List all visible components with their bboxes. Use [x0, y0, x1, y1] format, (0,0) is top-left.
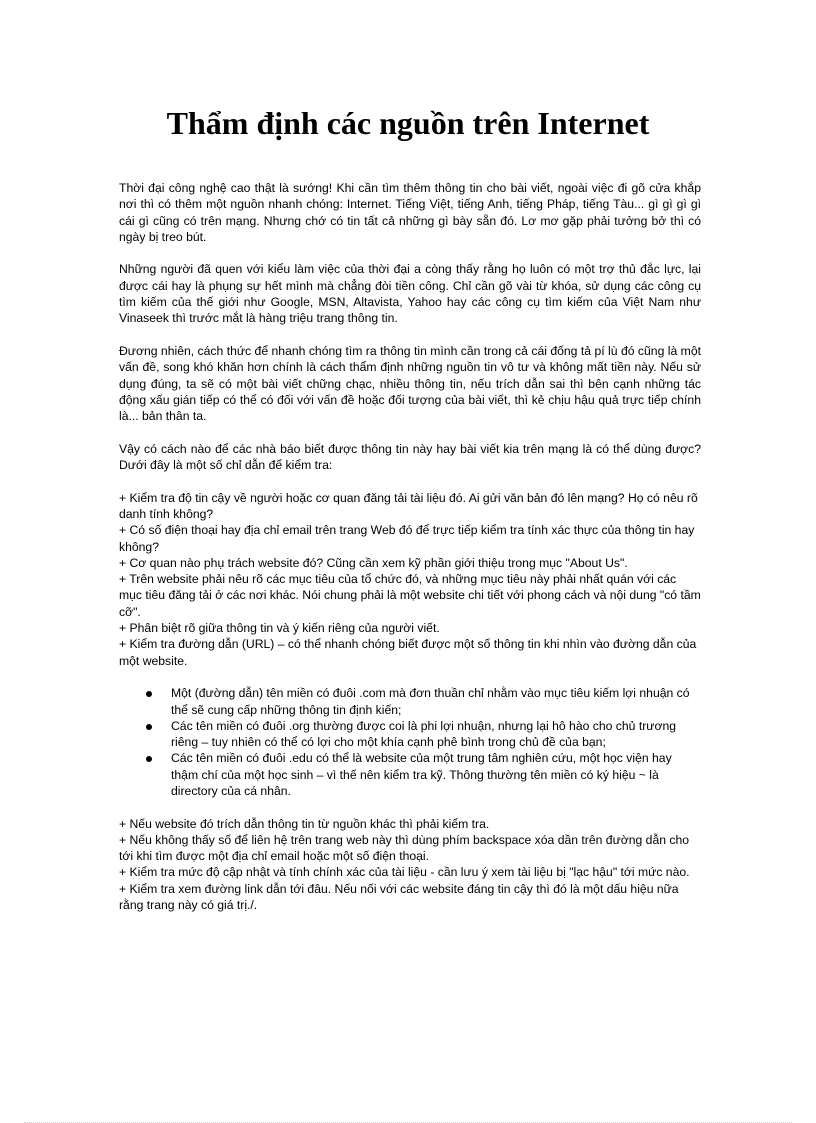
check-item: + Cơ quan nào phụ trách website đó? Cũng cần xem kỹ phần giới thiệu trong mục "About Us". [119, 555, 628, 570]
check-item: + Kiểm tra xem đường link dẫn tới đâu. Nếu nối với các website đáng tin cậy thì đó là một dấu hiệu nữa rằng trang này có giá trị./. [119, 881, 679, 913]
check-item: + Kiểm tra mức độ cập nhật và tính chính xác của tài liệu - cần lưu ý xem tài liệu bị "lạc hậu" tới mức nào. [119, 865, 690, 880]
check-item: + Nếu không thấy số để liên hệ trên trang web này thì dùng phím backspace xóa dần trên đường dẫn cho tới khi tìm được một địa chỉ email hoặc một số điện thoại. [119, 832, 690, 864]
bullet-dot-icon [146, 691, 152, 697]
check-item: + Kiểm tra độ tin cậy về người hoặc cơ quan đăng tải tài liệu đó. Ai gửi văn bản đó lên mạng? Họ có nêu rõ danh tính không? [119, 490, 698, 521]
paragraph: Thời đại công nghệ cao thật là sướng! Khi cần tìm thêm thông tin cho bài viết, ngoài việc đi gõ cửa khắp nơi thì có thêm một nguồn nhanh chóng: Internet. Tiếng Việt, tiếng Anh, tiếng Pháp, tiếng Tàu... gì gì gì gì cái gì cũng có trên mạng. Nhưng chớ có tin tất cả những gì bày sẵn đó. Lơ mơ gặp phải tưởng bở thì có ngày bị treo bút. [119, 181, 701, 244]
check-item: + Nếu website đó trích dẫn thông tin từ nguồn khác thì phải kiểm tra. [119, 816, 490, 831]
paragraph: Những người đã quen với kiểu làm việc của thời đại a còng thấy rằng họ luôn có một trợ thủ đắc lực, lại được cái hay là phụng sự hết mình mà chẳng đòi tiền công. Chỉ cần gõ vài từ khóa, sử dụng các công cụ tìm kiếm của thế giới như Google, MSN, Altavista, Yahoo hay các công cụ tìm kiếm của Việt Nam như Vinaseek thì trước mắt là hàng triệu trang thông tin. [119, 262, 701, 326]
paragraph: Vậy có cách nào để các nhà báo biết được thông tin này hay bài viết kia trên mạng là có thể dùng được? Dưới đây là một số chỉ dẫn để kiểm tra: [119, 441, 701, 473]
check-item: + Kiểm tra đường dẫn (URL) – có thể nhanh chóng biết được một số thông tin khi nhìn vào đường dẫn của một website. [119, 637, 697, 668]
check-item: + Có số điện thoại hay địa chỉ email trên trang Web đó để trực tiếp kiểm tra tính xác thực của thông tin hay không? [119, 523, 695, 554]
domain-bullet-list [119, 685, 701, 799]
bullet-text: Các tên miền có đuôi .org thường được coi là phi lợi nhuận, nhưng lại hô hào cho chủ trương riêng – tuy nhiên có thể có lợi cho một khía cạnh phê bình trong chủ đề của bạn; [171, 718, 676, 750]
final-check-list [119, 816, 701, 914]
bullet-item [171, 750, 701, 799]
paragraph: Đương nhiên, cách thức để nhanh chóng tìm ra thông tin mình cần trong cả cái đống tả pí lù đó cũng là một vấn đề, song khó khăn hơn chính là cách thẩm định những nguồn tin vô tư và không mất tiền này. Nếu sử dụng đúng, ta sẽ có một bài viết chững chạc, nhiều thông tin, nếu trích dẫn sai thì bên cạnh những tác động xấu gián tiếp có thể có đối với vấn đề hoặc đối tượng của bài viết, thì kẻ chịu hậu quả trực tiếp chính là... bản thân ta. [119, 343, 701, 424]
bullet-text: Các tên miền có đuôi .edu có thể là website của một trung tâm nghiên cứu, một học viện hay thậm chí của một học sinh – vì thế nên kiểm tra kỹ. Thông thường tên miền có ký hiệu ~ là directory của cá nhân. [171, 751, 672, 798]
check-item: + Phân biệt rõ giữa thông tin và ý kiến riêng của người viết. [119, 621, 440, 636]
bullet-text: Một (đường dẫn) tên miền có đuôi .com mà đơn thuần chỉ nhằm vào mục tiêu kiếm lợi nhuận có thể sẽ cung cấp những thông tin định kiến; [171, 686, 690, 717]
bullet-item [171, 685, 701, 718]
check-list [119, 490, 701, 669]
document-body [119, 180, 701, 930]
bullet-item [171, 718, 701, 751]
bullet-dot-icon [146, 724, 152, 730]
check-item: + Trên website phải nêu rõ các mục tiêu của tổ chức đó, và những mục tiêu này phải nhất quán với các mục tiêu đăng tải ở các nơi khác. Nói chung phải là một website chi tiết với phong cách và nội dung "có tầm cỡ". [119, 572, 701, 619]
document-title: Thẩm định các nguồn trên Internet [166, 105, 650, 141]
bullet-dot-icon [146, 756, 152, 762]
